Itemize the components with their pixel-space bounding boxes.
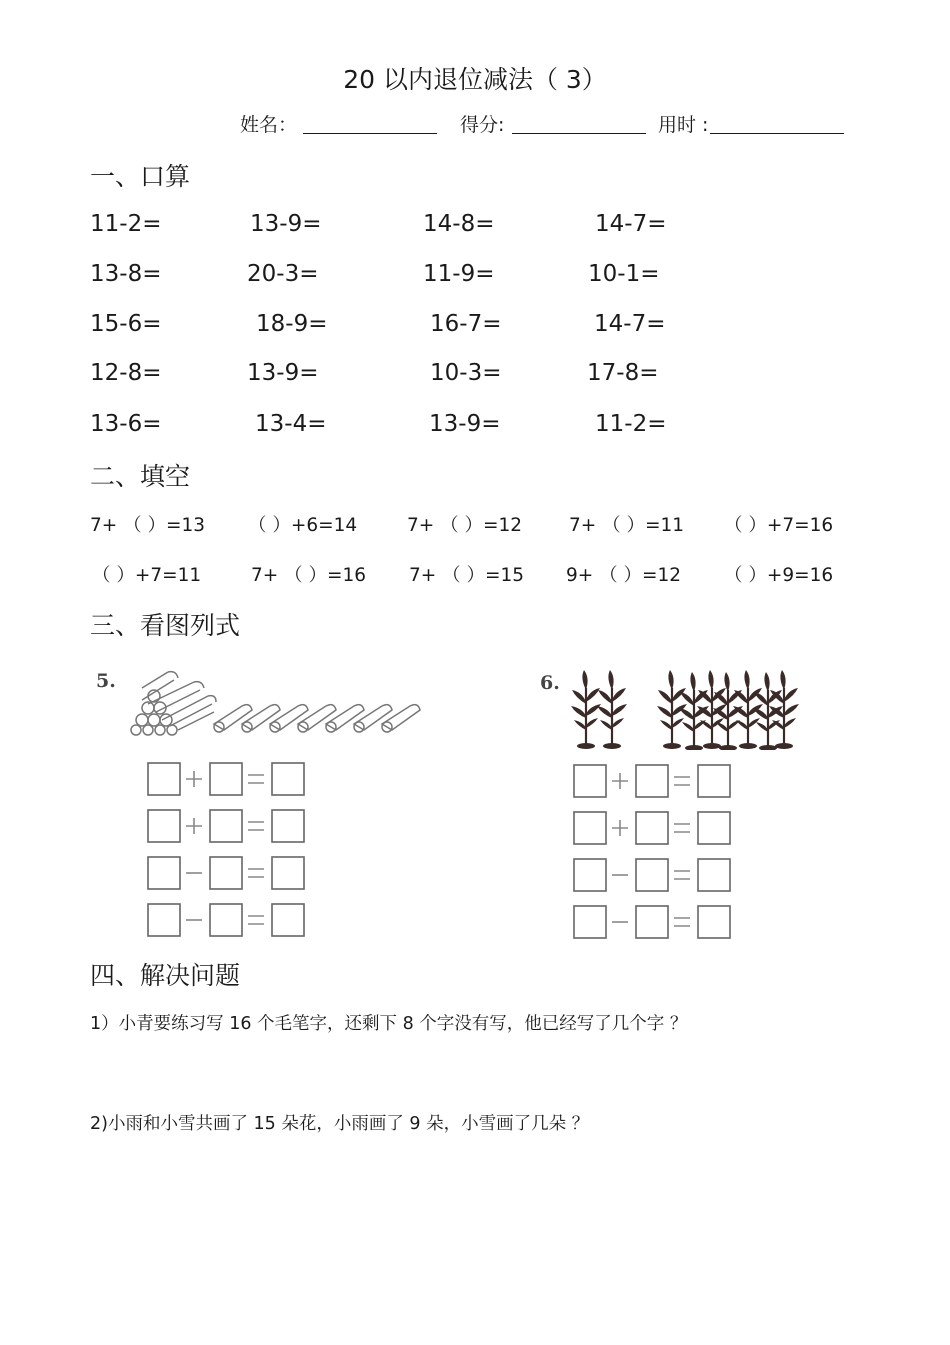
word-problem-2: 2)小雨和小雪共画了 15 朵花，小雨画了 9 朵，小雪画了几朵 ？ [90, 1114, 590, 1134]
oral-item: 11-2= [90, 211, 162, 237]
plants-group-large [657, 670, 799, 750]
equation-row [148, 904, 304, 936]
oral-item: 17-8= [587, 360, 659, 386]
oral-item: 13-9= [429, 411, 501, 437]
section-picture-heading: 三、看图列式 [90, 611, 241, 640]
oral-item: 14-7= [594, 311, 666, 337]
worksheet-title: 20 以内退位减法（ 3） [343, 65, 607, 94]
fill-item: （ ）+7=16 [724, 515, 834, 536]
figure-5-equations [146, 760, 306, 942]
figure-6-equations [572, 762, 732, 944]
oral-item: 13-4= [255, 411, 327, 437]
equation-row [574, 765, 730, 797]
oral-item: 14-7= [595, 211, 667, 237]
oral-item: 15-6= [90, 311, 162, 337]
fill-item: 7+ （ ）=11 [569, 515, 685, 536]
oral-item: 13-8= [90, 261, 162, 287]
name-label: 姓名： [240, 114, 298, 136]
name-blank[interactable] [303, 133, 437, 134]
plus-sign [612, 773, 628, 789]
log-stack [131, 672, 216, 735]
word-problem-1: 1）小青要练习写 16 个毛笔字，还剩下 8 个字没有写，他已经写了几个字 ？ [90, 1014, 688, 1034]
loose-logs [214, 705, 420, 732]
oral-item: 16-7= [430, 311, 502, 337]
figure-6-equation-boxes [572, 762, 732, 940]
oral-item: 20-3= [247, 261, 319, 287]
equation-row [574, 906, 730, 938]
oral-item: 11-9= [423, 261, 495, 287]
oral-item: 11-2= [595, 411, 667, 437]
equation-row [574, 812, 730, 844]
equation-row [148, 857, 304, 889]
time-label: 用时 : [658, 114, 709, 136]
score-blank[interactable] [512, 133, 646, 134]
oral-item: 10-3= [430, 360, 502, 386]
time-blank[interactable] [710, 133, 844, 134]
oral-item: 13-6= [90, 411, 162, 437]
section-problems-heading: 四、解决问题 [90, 961, 241, 990]
figure-5-equation-boxes [146, 760, 306, 938]
crops-illustration [568, 668, 800, 750]
fill-item: （ ）+9=16 [724, 565, 834, 586]
fill-item: 7+ （ ）=12 [407, 515, 523, 536]
fill-item: 7+ （ ）=15 [409, 565, 525, 586]
fill-item: 7+ （ ）=16 [251, 565, 367, 586]
fill-item: （ ）+7=11 [92, 565, 202, 586]
fill-item: 9+ （ ）=12 [566, 565, 682, 586]
equals-sign [248, 775, 264, 783]
fill-item: 7+ （ ）=13 [90, 515, 206, 536]
equation-row [148, 810, 304, 842]
logs-illustration [128, 660, 440, 736]
equals-sign [674, 777, 690, 785]
oral-item: 12-8= [90, 360, 162, 386]
oral-item: 10-1= [588, 261, 660, 287]
oral-item: 13-9= [250, 211, 322, 237]
score-label: 得分: [460, 114, 505, 136]
plus-sign [186, 771, 202, 787]
section-oral-heading: 一、口算 [90, 162, 191, 191]
section-fill-heading: 二、填空 [90, 462, 191, 491]
figure-5-number: 5. [96, 670, 116, 692]
equation-row [148, 763, 304, 795]
oral-item: 14-8= [423, 211, 495, 237]
figure-6-number: 6. [540, 672, 560, 694]
oral-item: 18-9= [256, 311, 328, 337]
equation-row [574, 859, 730, 891]
plants-group-small [571, 670, 627, 749]
fill-item: （ ）+6=14 [248, 515, 358, 536]
oral-item: 13-9= [247, 360, 319, 386]
